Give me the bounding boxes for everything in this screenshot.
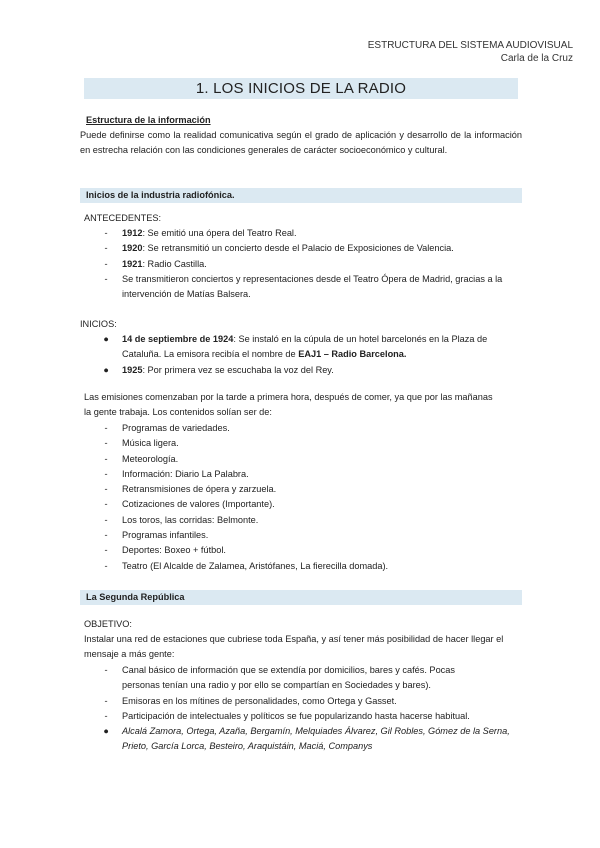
list-item: - Cotizaciones de valores (Importante). (104, 499, 275, 510)
list-item: - Información: Diario La Palabra. (104, 468, 249, 479)
antecedentes-list (100, 226, 520, 302)
author-name: Carla de la Cruz (500, 53, 573, 64)
list-item: ● 14 de septiembre de 1924: Se instaló en la cúpula de un hotel barcelonés en la Plaza de Cataluña. La emisora recibía el nombre de EAJ1 – Radio Barcelona. (103, 334, 488, 360)
page-header (368, 39, 573, 65)
list-item: - Meteorología. (104, 453, 179, 464)
list-item: - Los toros, las corridas: Belmonte. (104, 514, 259, 525)
antecedentes-label: ANTECEDENTES: (84, 213, 162, 223)
industria-heading: Inicios de la industria radiofónica. (86, 190, 235, 200)
list-item: - Emisoras en los mítines de personalidades, como Ortega y Gasset. (104, 695, 397, 706)
list-item: - 1920: Se retransmitió un concierto desde el Palacio de Exposiciones de Valencia. (104, 243, 454, 254)
list-item: - Programas de variedades. (104, 423, 230, 433)
estructura-paragraph: Puede definirse como la realidad comunicativa según el grado de aplicación y desarrollo de la información en estrecha relación con las condiciones generales de carácter socioeconómico y cultural. (80, 130, 522, 156)
objetivo-label: OBJETIVO: (84, 619, 132, 629)
list-item: - Programas infantiles. (104, 530, 209, 541)
objetivo-paragraph: Instalar una red de estaciones que cubriese toda España, y así tener más posibilidad de hacer llegar el mensaje a más gente: (84, 634, 504, 660)
title-banner (84, 78, 518, 99)
republica-list (100, 663, 510, 755)
list-item: - Participación de intelectuales y políticos se fue popularizando hasta hacerse habitual. (104, 710, 470, 721)
inicios-label: INICIOS: (80, 319, 117, 329)
page-title: 1. LOS INICIOS DE LA RADIO (195, 80, 407, 97)
list-item: ● 1925: Por primera vez se escuchaba la voz del Rey. (103, 364, 334, 375)
list-item: - Retransmisiones de ópera y zarzuela. (104, 484, 277, 495)
list-item: - Música ligera. (104, 438, 179, 449)
emisiones-paragraph: Las emisiones comenzaban por la tarde a primera hora, después de comer, ya que por las mañanas la gente trabaja. Los contenidos solían ser de: (84, 392, 493, 418)
industria-heading-bar (80, 188, 522, 203)
list-item: - 1921: Radio Castilla. (104, 258, 207, 269)
estructura-heading: Estructura de la información (86, 115, 211, 125)
republica-heading: La Segunda República (86, 592, 185, 602)
contenidos-list (100, 421, 520, 574)
list-item: - Se transmitieron conciertos y representaciones desde el Teatro Ópera de Madrid, gracias a la intervención de Matías Balsera. (104, 273, 503, 300)
list-item: - Canal básico de información que se extendía por domicilios, bares y cafés. Pocas personas tenían una radio y por ello se compartían en Sociedades y bares). (104, 665, 455, 691)
inicios-list (100, 332, 510, 378)
list-item: - 1912: Se emitió una ópera del Teatro Real. (104, 228, 297, 238)
list-item: ● Alcalá Zamora, Ortega, Azaña, Bergamín, Melquiades Álvarez, Gil Robles, Gómez de la Serna, Prieto, García Lorca, Besteiro, Araquistáin, Maciá, Companys (103, 726, 510, 752)
course-title: ESTRUCTURA DEL SISTEMA AUDIOVISUAL (367, 40, 573, 51)
list-item: - Deportes: Boxeo + fútbol. (104, 545, 226, 556)
list-item: - Teatro (El Alcalde de Zalamea, Aristófanes, La fierecilla domada). (104, 560, 389, 571)
republica-heading-bar (80, 590, 522, 605)
